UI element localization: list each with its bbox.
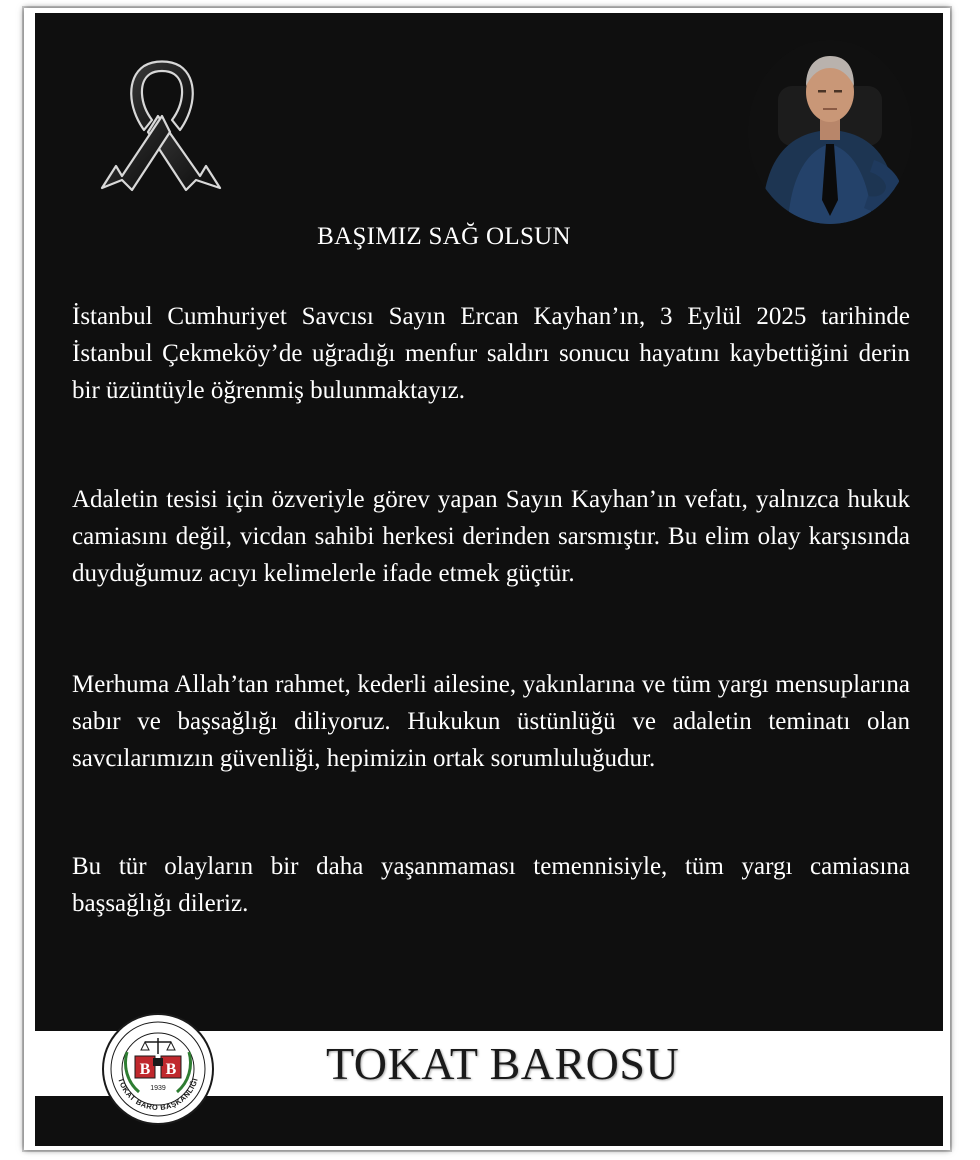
paragraph-3: Merhuma Allah’tan rahmet, kederli ailesine, yakınlarına ve tüm yargı mensuplarına sabır ve başsağlığı diliyoruz. Hukukun üstünlüğü ve adaletin teminatı olan savcılarımızın güvenliği, hepimizin ortak sorumluluğudur.: [72, 671, 910, 772]
logo-monogram-left: B: [139, 1061, 151, 1078]
deceased-portrait: [748, 40, 912, 224]
heading: [0, 223, 908, 251]
logo-monogram-right: B: [165, 1061, 177, 1078]
organization-name: TOKAT BAROSU: [326, 1038, 680, 1089]
logo-year: 1939: [150, 1085, 166, 1092]
heading-text: BAŞIMIZ SAĞ OLSUN: [317, 223, 571, 250]
paragraph-4: Bu tür olayların bir daha yaşanmaması temennisiyle, tüm yargı camiasına başsağlığı dileriz.: [72, 853, 910, 917]
logo-ring-text: TOKAT BARO BAŞKANLIĞI: [116, 1076, 200, 1113]
mourning-ribbon-icon: [100, 58, 225, 198]
paragraph-2: Adaletin tesisi için özveriyle görev yapan Sayın Kayhan’ın vefatı, yalnızca hukuk camiasını değil, vicdan sahibi herkesi derinden sarsmıştır. Bu elim olay karşısında duyduğumuz acıyı kelimelerle ifade etmek güçtür.: [72, 486, 910, 587]
tokat-bar-logo: [101, 1012, 215, 1126]
paragraph-1: İstanbul Cumhuriyet Savcısı Sayın Ercan Kayhan’ın, 3 Eylül 2025 tarihinde İstanbul Çekmeköy’de uğradığı menfur saldırı sonucu hayatını kaybettiğini derin bir üzüntüyle öğrenmiş bulunmaktayız.: [72, 303, 910, 404]
